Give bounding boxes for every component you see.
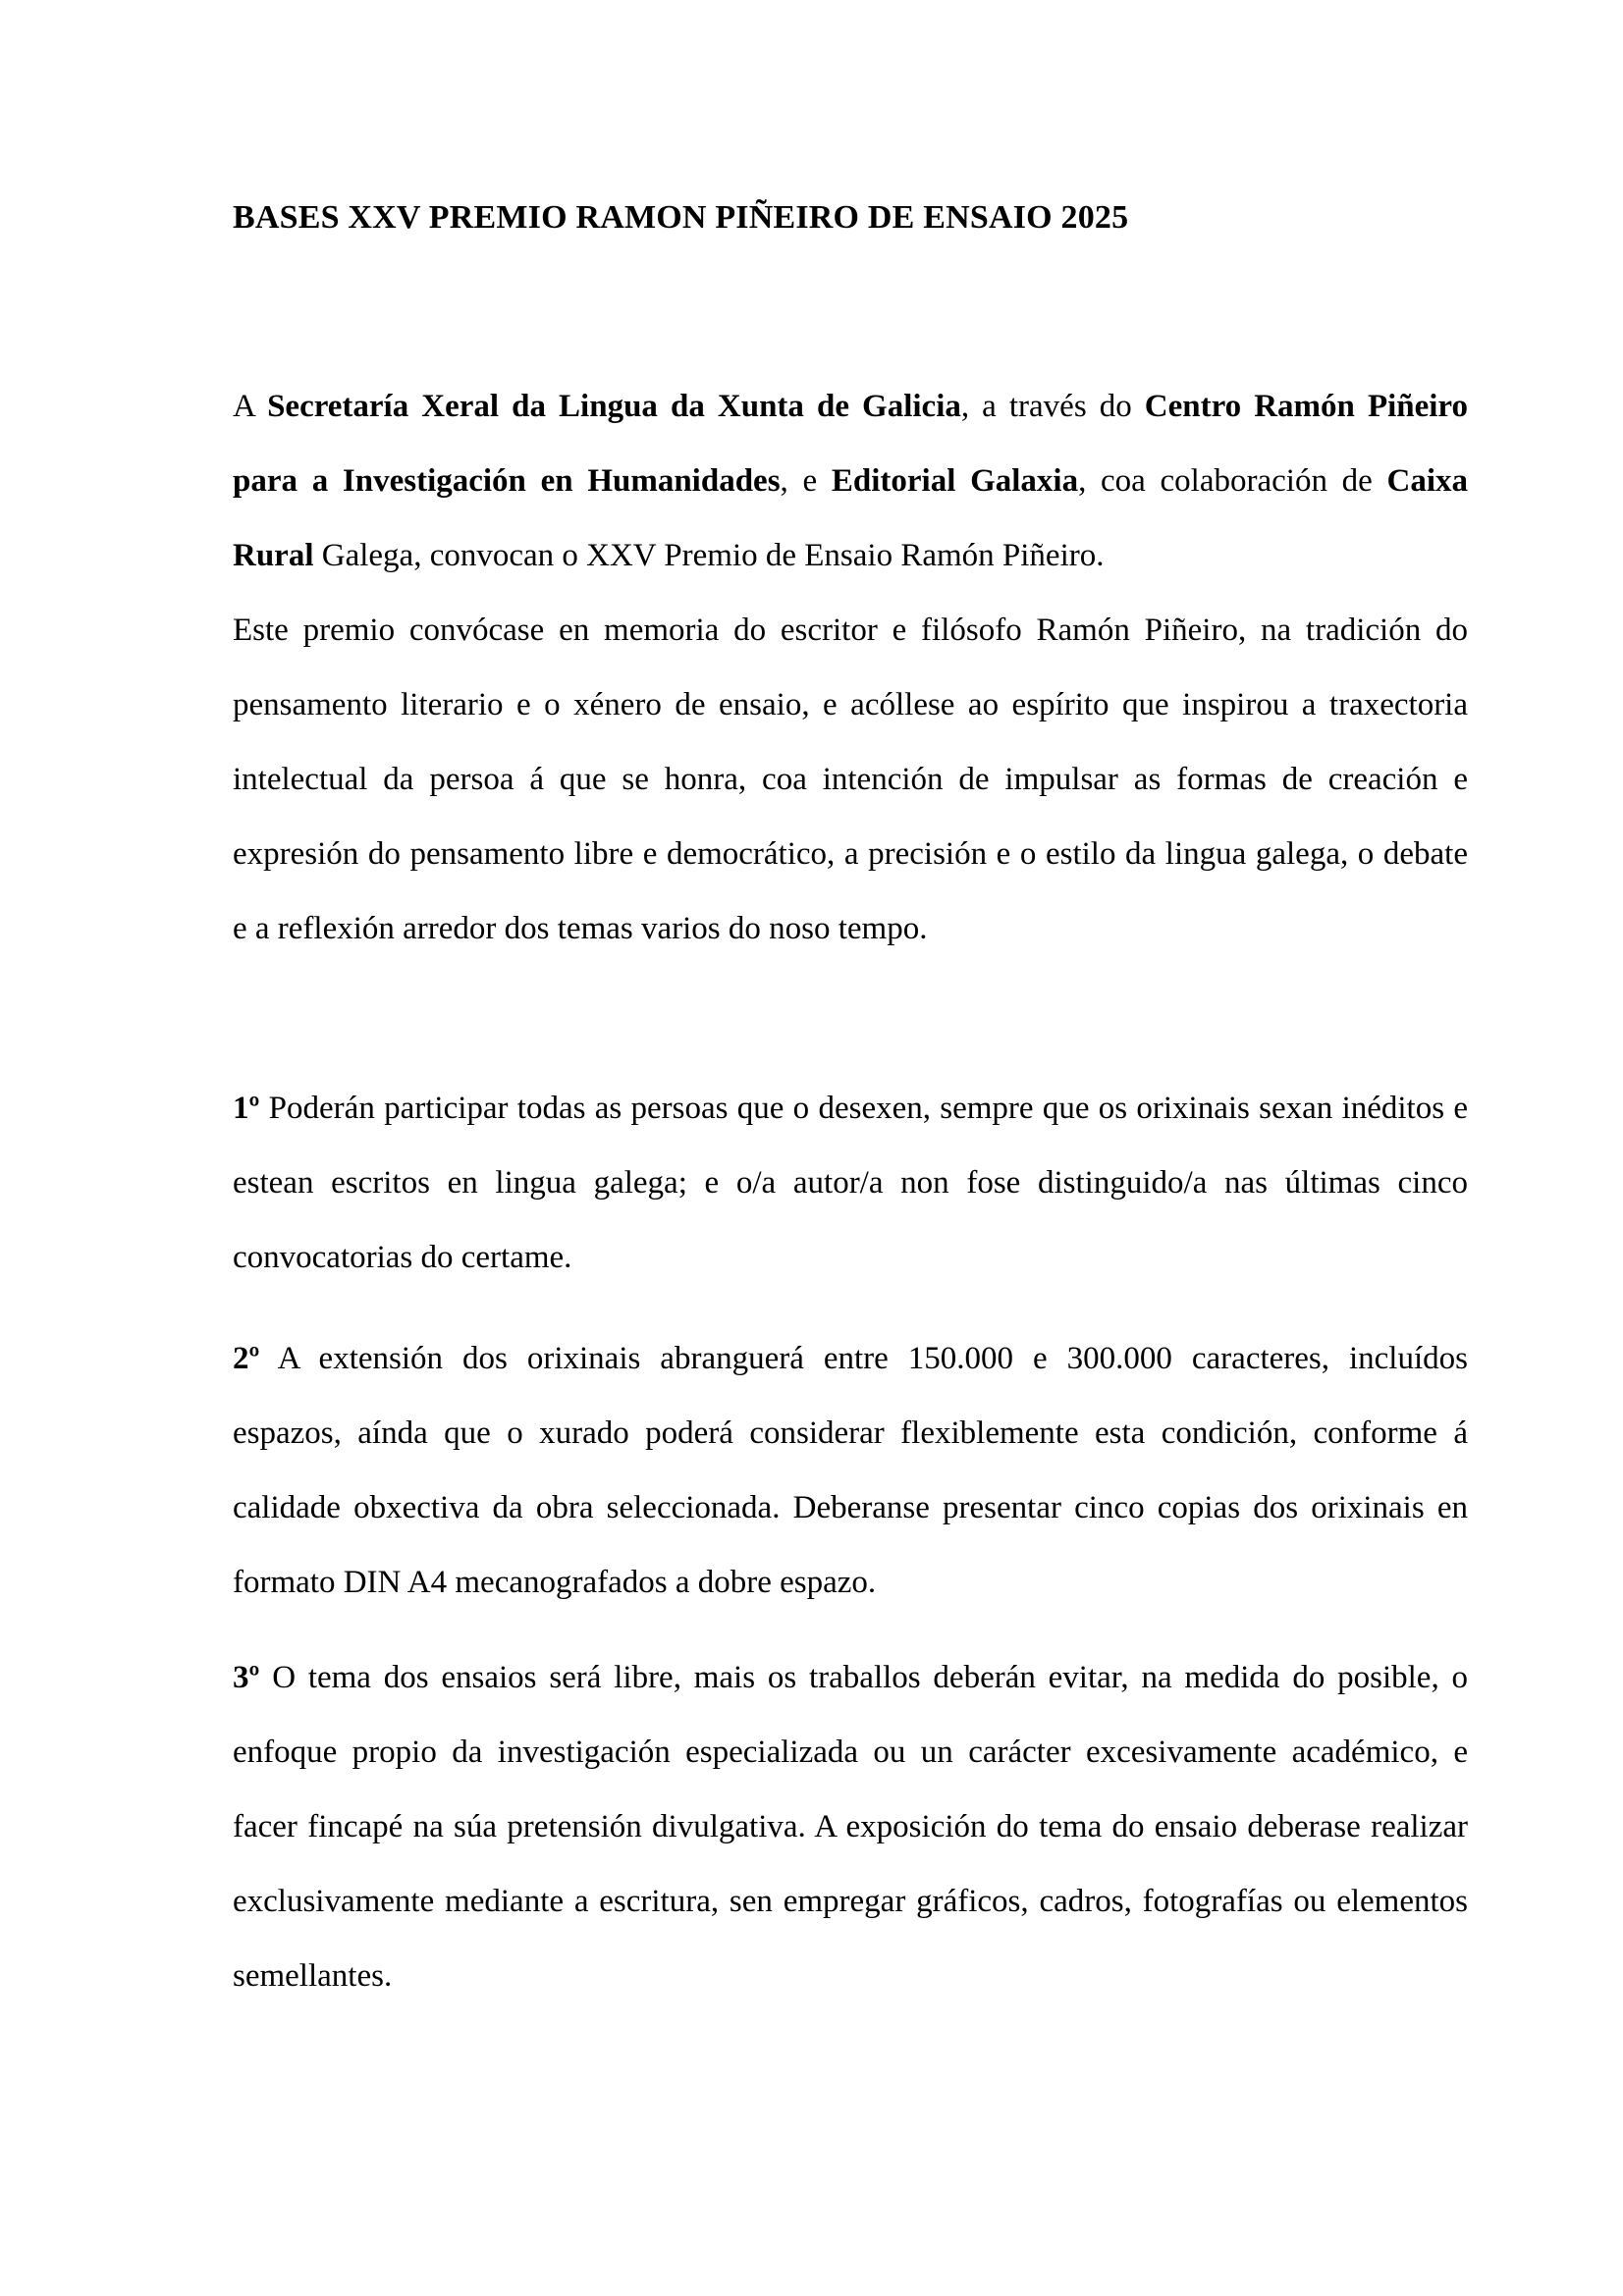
text-segment: formato DIN A4 mecanografados a dobre espazo.	[233, 1565, 877, 1600]
paragraph-base-2	[233, 1321, 1468, 1620]
text-segment: enfoque propio da investigación especializada ou un carácter excesivamente académico, e	[233, 1735, 1468, 1770]
text-line	[233, 1470, 1468, 1545]
text-line	[233, 742, 1468, 817]
paragraph-intro-organizers	[233, 369, 1468, 593]
text-segment: espazos, aínda que o xurado poderá considerar flexiblemente esta condición, conforme á	[233, 1415, 1468, 1451]
bold-text-segment: Editorial Galaxia	[831, 463, 1079, 499]
bold-text-segment: Rural	[233, 538, 314, 573]
text-segment: A extensión dos orixinais abranguerá entre 150.000 e 300.000 caracteres, incluídos	[259, 1341, 1468, 1376]
text-line	[233, 1789, 1468, 1864]
text-segment: , coa colaboración de	[1078, 463, 1387, 499]
text-line	[233, 1939, 1468, 2013]
text-line	[233, 593, 1468, 667]
document-content	[233, 0, 1468, 2013]
text-line	[233, 369, 1468, 444]
text-line	[233, 1396, 1468, 1470]
text-line	[233, 891, 1468, 966]
text-line	[233, 1640, 1468, 1715]
document-body	[233, 369, 1468, 2013]
text-segment: , a través do	[960, 389, 1145, 424]
text-segment: semellantes.	[233, 1958, 393, 1994]
bold-text-segment: Centro Ramón Piñeiro	[1144, 389, 1468, 424]
text-line	[233, 667, 1468, 742]
text-line	[233, 444, 1468, 518]
paragraph-base-3	[233, 1640, 1468, 2013]
bold-text-segment: para a Investigación en Humanidades	[233, 463, 781, 499]
text-segment: facer fincapé na súa pretensión divulgativa. A exposición do tema do ensaio deberase realizar	[233, 1809, 1468, 1844]
text-segment: estean escritos en lingua galega; e o/a autor/a non fose distinguido/a nas últimas cinco	[233, 1165, 1468, 1201]
text-line	[233, 1220, 1468, 1295]
text-line	[233, 1071, 1468, 1146]
text-segment: Galega, convocan o XXV Premio de Ensaio Ramón Piñeiro.	[313, 538, 1105, 573]
text-segment: exclusivamente mediante a escritura, sen empregar gráficos, cadros, fotografías ou elementos	[233, 1884, 1468, 1919]
text-line	[233, 1715, 1468, 1789]
text-line	[233, 518, 1468, 593]
paragraph-intro-memoria	[233, 593, 1468, 966]
text-segment: O tema dos ensaios será libre, mais os traballos deberán evitar, na medida do posible, o	[259, 1660, 1468, 1695]
text-segment: Poderán participar todas as persoas que o desexen, sempre que os orixinais sexan inéditos e	[259, 1091, 1468, 1126]
text-line	[233, 1864, 1468, 1939]
text-segment: expresión do pensamento libre e democrático, a precisión e o estilo da lingua galega, o debate	[233, 836, 1468, 872]
bold-text-segment: 3º	[233, 1660, 260, 1695]
text-segment: Este premio convócase en memoria do escritor e filósofo Ramón Piñeiro, na tradición do	[233, 613, 1468, 648]
text-line	[233, 817, 1468, 891]
bold-text-segment: 2º	[233, 1341, 260, 1376]
text-segment: e a reflexión arredor dos temas varios do noso tempo.	[233, 911, 928, 946]
bold-text-segment: Caixa	[1386, 463, 1468, 499]
bold-text-segment: 1º	[233, 1091, 260, 1126]
text-line	[233, 1321, 1468, 1396]
text-segment: , e	[780, 463, 832, 499]
text-line	[233, 1146, 1468, 1220]
text-segment: convocatorias do certame.	[233, 1240, 572, 1275]
paragraph-base-1	[233, 1071, 1468, 1295]
text-segment: calidade obxectiva da obra seleccionada. Deberanse presentar cinco copias dos orixinais en	[233, 1490, 1468, 1525]
bold-text-segment: Secretaría Xeral da Lingua da Xunta de Galicia	[267, 389, 961, 424]
text-segment: intelectual da persoa á que se honra, coa intención de impulsar as formas de creación e	[233, 762, 1468, 797]
text-segment: A	[233, 389, 268, 424]
document-title: BASES XXV PREMIO RAMON PIÑEIRO DE ENSAIO 2025	[233, 199, 1129, 236]
text-line	[233, 1545, 1468, 1620]
text-segment: pensamento literario e o xénero de ensaio, e acóllese ao espírito que inspirou a traxectoria	[233, 687, 1468, 722]
